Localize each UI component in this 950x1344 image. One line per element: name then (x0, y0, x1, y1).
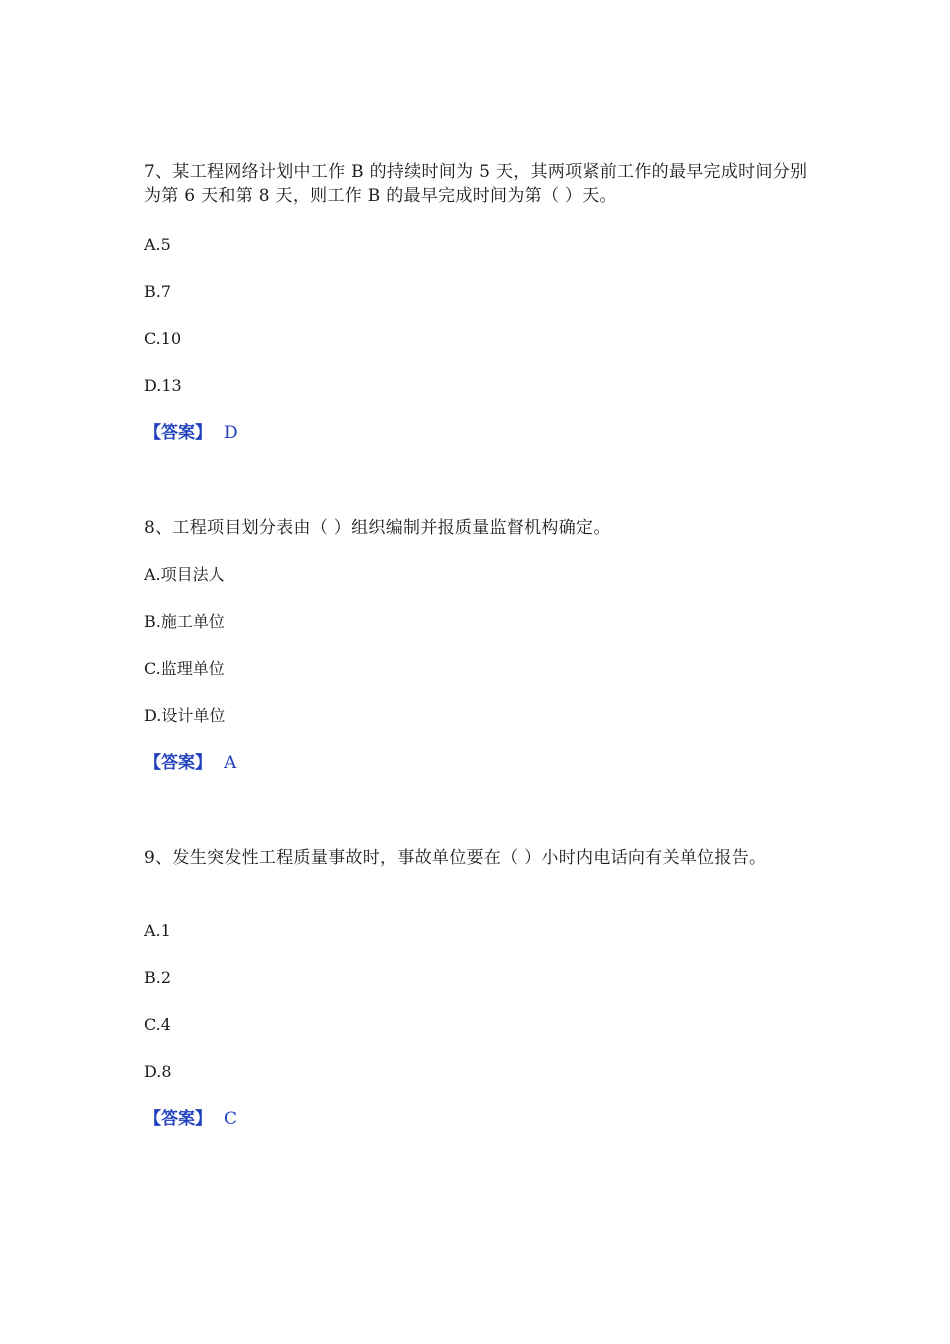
option-d: D.设计单位 (144, 706, 226, 725)
question-9 (144, 846, 814, 1129)
option-a: A.5 (144, 235, 171, 254)
option-a: A.项目法人 (144, 565, 225, 584)
answer-value: C (224, 1109, 238, 1129)
option-a: A.1 (144, 921, 171, 940)
option-b: B.7 (144, 282, 172, 301)
option-c: C.4 (144, 1015, 171, 1034)
answer-line (144, 752, 236, 774)
option-c: C.10 (144, 329, 182, 348)
answer-value: A (224, 753, 237, 773)
question-stem: 8、工程项目划分表由（ ）组织编制并报质量监督机构确定。 (144, 518, 611, 538)
option-d: D.8 (144, 1062, 172, 1081)
answer-value: D (224, 423, 238, 443)
question-stem: 7、某工程网络计划中工作 B 的持续时间为 5 天，其两项紧前工作的最早完成时间分别为第 6 天和第 8 天，则工作 B 的最早完成时间为第（ ）天。 (144, 162, 808, 206)
answer-label: 【答案】 (144, 753, 212, 773)
answer-label: 【答案】 (144, 1109, 212, 1129)
option-c: C.监理单位 (144, 659, 225, 678)
answer-label: 【答案】 (144, 423, 212, 443)
question-stem: 9、发生突发性工程质量事故时，事故单位要在（ ）小时内电话向有关单位报告。 (144, 848, 767, 868)
option-b: B.施工单位 (144, 612, 225, 631)
answer-line (144, 422, 238, 444)
option-d: D.13 (144, 376, 182, 395)
option-b: B.2 (144, 968, 172, 987)
question-7 (144, 160, 814, 443)
question-8 (144, 516, 814, 773)
answer-line (144, 1108, 237, 1130)
